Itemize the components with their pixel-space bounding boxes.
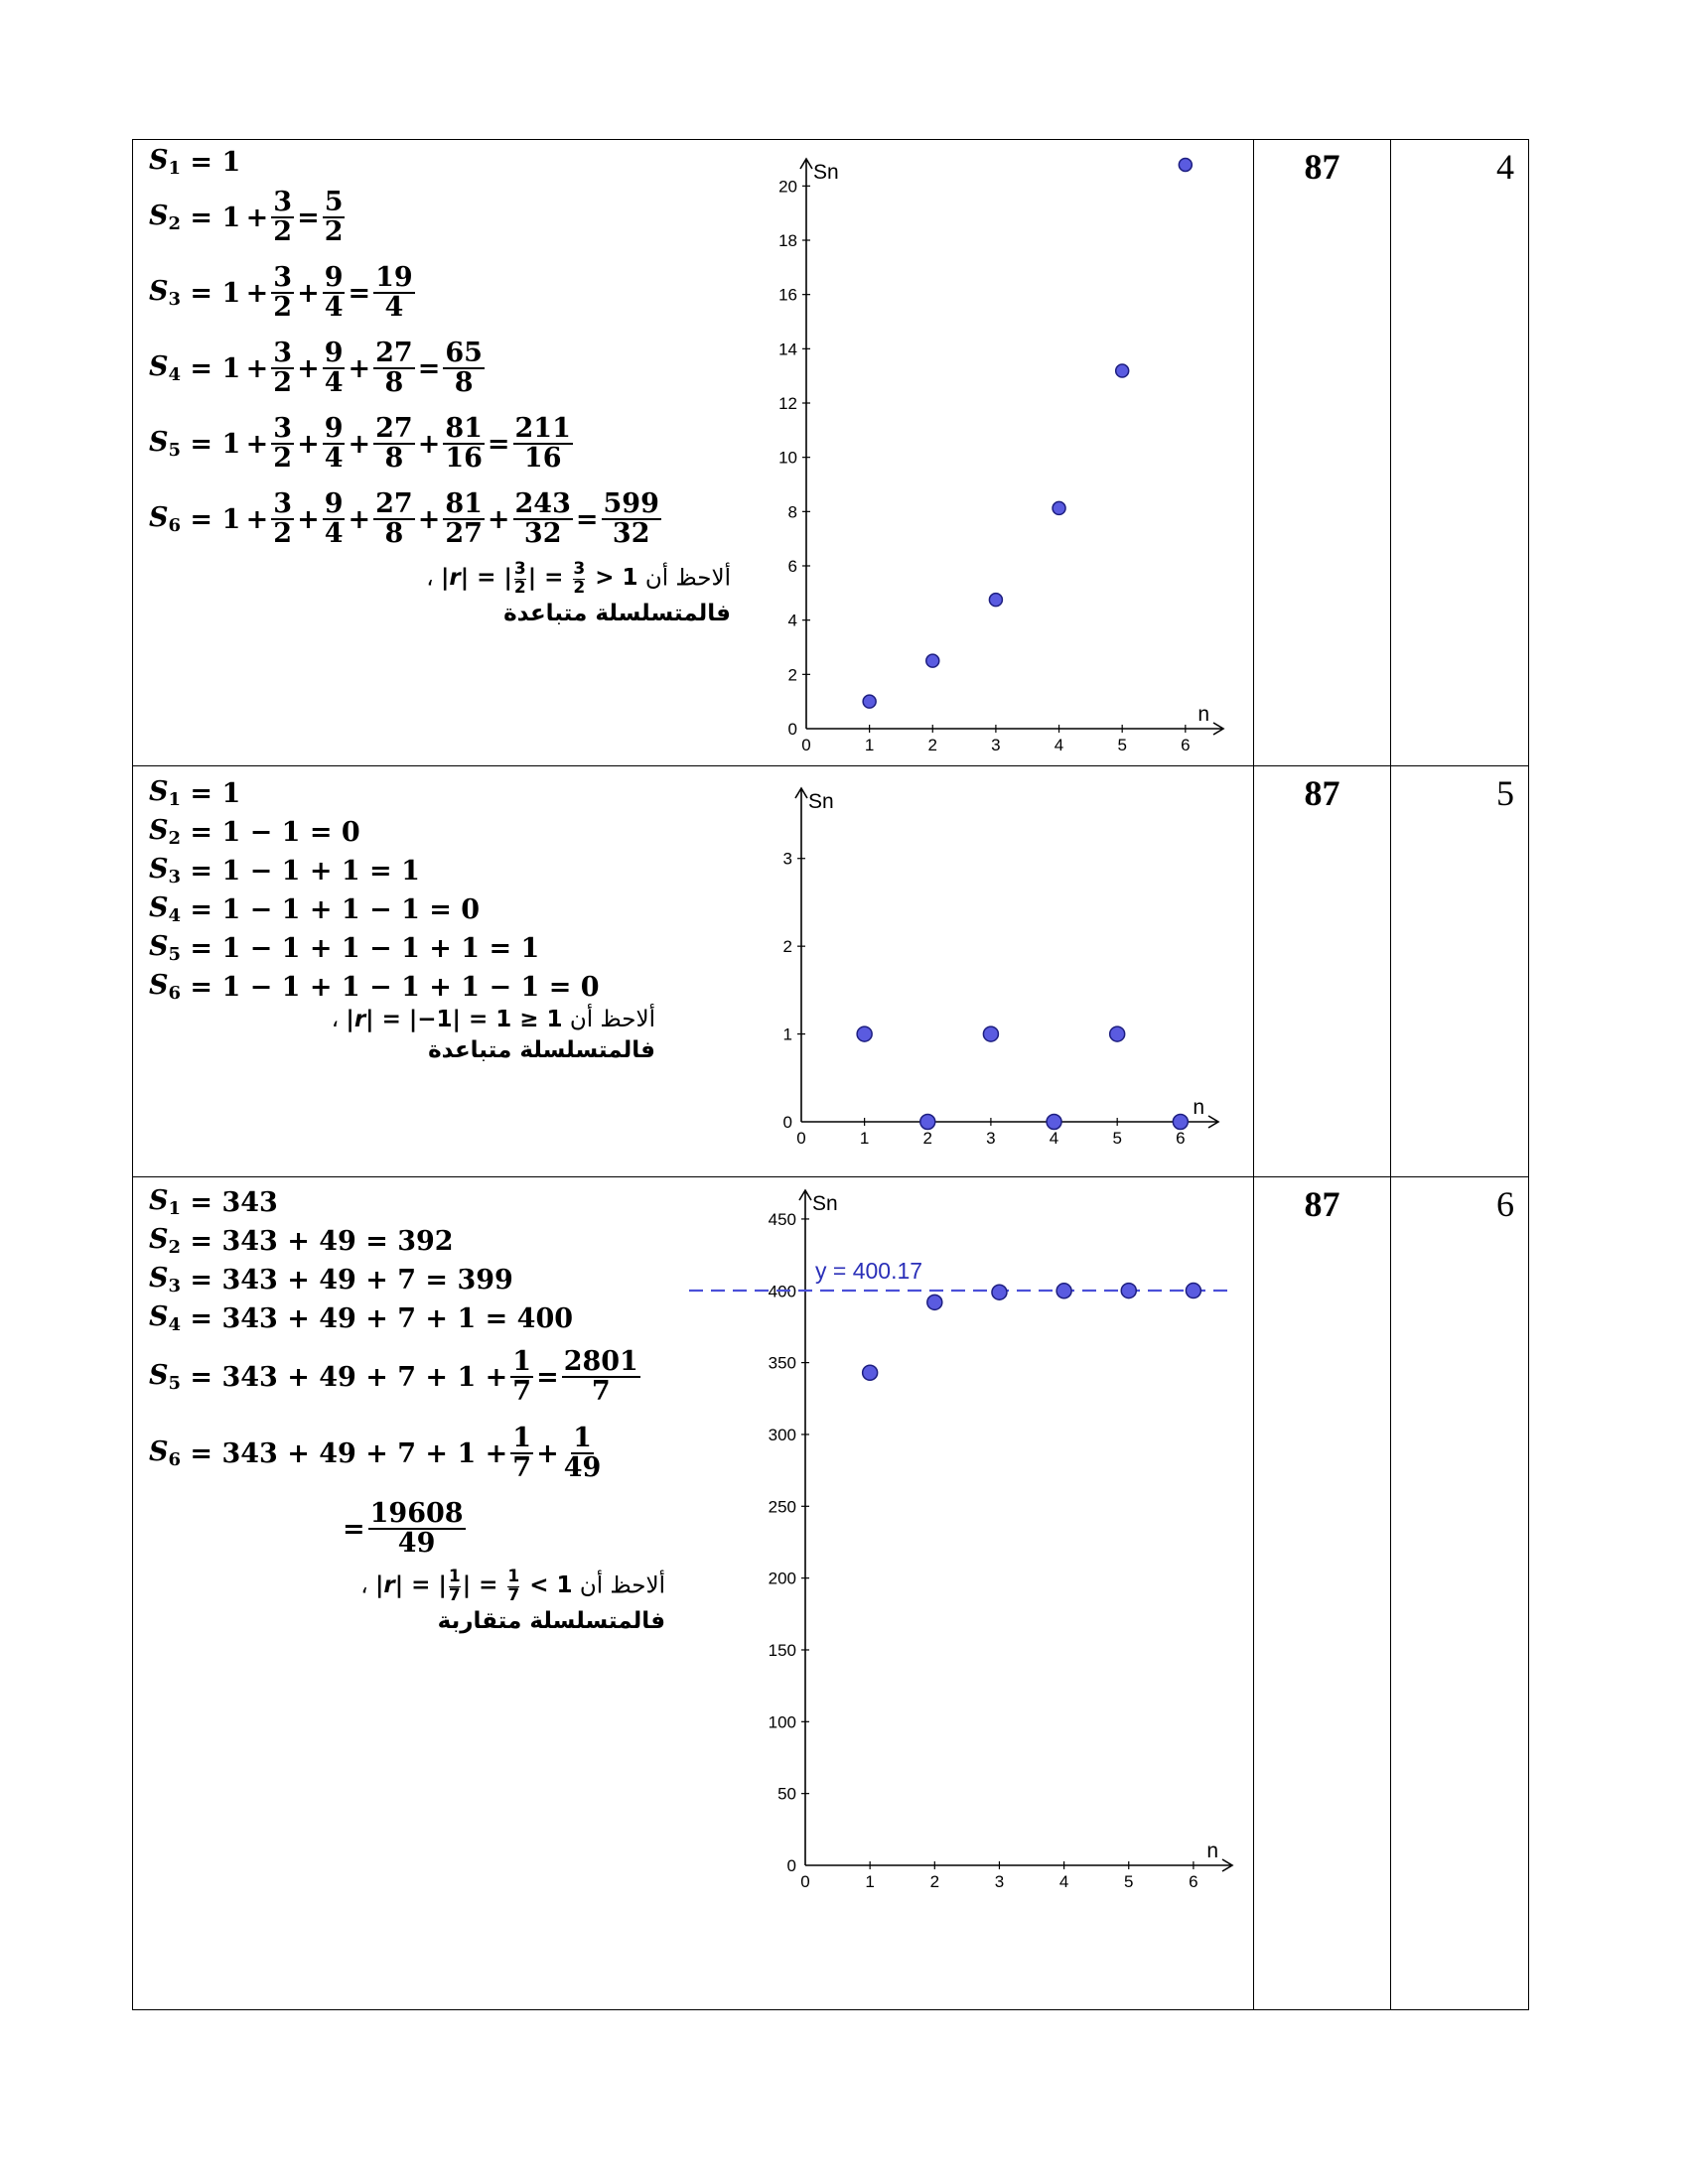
data-point — [920, 1115, 935, 1130]
x-axis-label: n — [1197, 703, 1209, 726]
data-point — [1116, 364, 1129, 377]
x-tick-label: 0 — [801, 736, 811, 754]
exercise-cell — [1390, 765, 1529, 1177]
page-number: 87 — [1304, 1184, 1340, 1224]
partial-sums: $S_1$ = 1 $S_2$ = 1 + $\frac{3}{2}$ = $\frac{5}{2}$ $S_3$ = 1 + $\frac{3}{2}$ + $\frac{9}{4}$ = $\frac{19}{4}$ $S_4$ = 1 + $\frac{3}{2}$ + $\frac{9}{4}$ + $\frac{27}{8}$ = $\frac{65}{8}$ $S_5$ = 1 + $\frac{3}{2}$ + $\frac{9}{4}$ + $\frac{27}{8}$ + $\frac{81}{16}$ = $\frac{211}{16}$ $S_6$ = 1 + $\frac{3}{2}$ + $\frac{9}{4}$ + $\frac{27}{8}$ + $\frac{81}{27}$ + $\frac{243}{32}$ = $\frac{599}{32}$ ألاحظ أن |r| = | $\frac{3}{2}$ | = $\frac{3}{2}$ > 1 ، فالمتسلسلة متباعدة — [149, 144, 731, 626]
x-tick-label: 2 — [929, 1872, 940, 1891]
x-tick-label: 1 — [864, 736, 875, 754]
data-point — [926, 654, 939, 667]
data-point — [1047, 1115, 1061, 1130]
y-tick-label: 18 — [778, 231, 797, 250]
solution-cell — [132, 139, 1254, 766]
y-tick-label: 14 — [778, 340, 797, 359]
x-tick-label: 3 — [991, 736, 1001, 754]
x-axis-label: n — [1206, 1840, 1218, 1862]
asymptote-label: y = 400.17 — [815, 1258, 923, 1285]
y-tick-label: 400 — [768, 1282, 796, 1301]
solution-cell — [132, 1176, 1254, 2010]
table-row — [132, 765, 1529, 1177]
x-tick-label: 6 — [1189, 1872, 1198, 1891]
y-tick-label: 350 — [768, 1353, 796, 1373]
y-tick-label: 200 — [768, 1569, 796, 1588]
exercise-number: 6 — [1496, 1184, 1514, 1224]
data-point — [1179, 158, 1192, 171]
y-axis-label: Sn — [808, 790, 834, 813]
y-tick-label: 100 — [768, 1712, 796, 1732]
y-tick-label: 0 — [786, 1856, 796, 1875]
exercise-number: 4 — [1496, 147, 1514, 187]
page-number: 87 — [1304, 147, 1340, 187]
exercise-cell — [1390, 139, 1529, 766]
y-tick-label: 6 — [787, 557, 797, 576]
y-tick-label: 1 — [782, 1024, 792, 1044]
data-point — [1053, 501, 1065, 514]
y-tick-label: 2 — [787, 665, 797, 685]
x-tick-label: 4 — [1049, 1129, 1059, 1148]
data-point — [1173, 1115, 1188, 1130]
x-tick-label: 5 — [1112, 1129, 1122, 1148]
x-tick-label: 1 — [859, 1129, 870, 1148]
x-tick-label: 3 — [986, 1129, 996, 1148]
note-line: ألاحظ أن |r| = | $\frac{1}{7}$ | = $\frac{1}{7}$ < 1 ، — [360, 1567, 665, 1605]
data-point — [863, 1365, 878, 1380]
x-tick-label: 5 — [1117, 736, 1127, 754]
y-axis-label: Sn — [813, 161, 839, 184]
data-point — [1121, 1284, 1136, 1298]
y-tick-label: 2 — [782, 937, 792, 957]
x-tick-label: 4 — [1058, 1872, 1069, 1891]
table-row — [132, 1176, 1529, 2010]
x-tick-label: 5 — [1124, 1872, 1134, 1891]
solution-cell — [132, 765, 1254, 1177]
y-tick-label: 300 — [768, 1425, 796, 1444]
data-point — [983, 1026, 998, 1041]
x-tick-label: 2 — [927, 736, 938, 754]
data-point — [857, 1026, 872, 1041]
conclusion: فالمتسلسلة متقاربة — [437, 1607, 665, 1634]
partial-sums: $S_1$ = 343 $S_2$ = 343 + 49 = 392 $S_3$ = 343 + 49 + 7 = 399 $S_4$ = 343 + 49 + 7 + 1 = 400 $S_5$ = 343 + 49 + 7 + 1 + $\frac{1}{7}$ = $\frac{2801}{7}$ $S_6$ = 343 + 49 + 7 + 1 + $\frac{1}{7}$ + $\frac{1}{49}$ = $\frac{19608}{49}$ ألاحظ أن |r| = | $\frac{1}{7}$ | = $\frac{1}{7}$ < 1 ، فالمتسلسلة متقاربة — [149, 1185, 665, 1634]
page-number: 87 — [1304, 773, 1340, 813]
y-tick-label: 150 — [768, 1640, 796, 1660]
data-point — [1056, 1284, 1071, 1298]
y-tick-label: 0 — [782, 1113, 792, 1132]
y-axis-label: Sn — [812, 1192, 838, 1215]
y-tick-label: 450 — [768, 1209, 796, 1229]
x-tick-label: 3 — [994, 1872, 1005, 1891]
x-axis-label: n — [1193, 1096, 1204, 1119]
y-tick-label: 250 — [768, 1497, 796, 1517]
y-tick-label: 3 — [782, 849, 792, 869]
y-tick-label: 8 — [787, 502, 797, 522]
y-tick-label: 50 — [777, 1784, 796, 1804]
page-cell — [1253, 1176, 1391, 2010]
y-tick-label: 0 — [787, 720, 797, 739]
scatter-chart-row-3 — [689, 1177, 1245, 1892]
data-point — [1186, 1284, 1200, 1298]
exercise-cell — [1390, 1176, 1529, 2010]
conclusion: فالمتسلسلة متباعدة — [503, 600, 731, 626]
note-line: ألاحظ أن |r| = | $\frac{3}{2}$ | = $\frac{3}{2}$ > 1 ، — [426, 559, 731, 598]
exercise-number: 5 — [1496, 773, 1514, 813]
conclusion: فالمتسلسلة متباعدة — [428, 1037, 655, 1063]
y-tick-label: 12 — [778, 394, 797, 413]
table-row — [132, 139, 1529, 766]
y-tick-label: 10 — [778, 448, 797, 468]
x-tick-label: 1 — [865, 1872, 875, 1891]
partial-sums: $S_1$ = 1 $S_2$ = 1 − 1 = 0 $S_3$ = 1 − 1 + 1 = 1 $S_4$ = 1 − 1 + 1 − 1 = 0 $S_5$ = 1 − 1 + 1 − 1 + 1 = 1 $S_6$ = 1 − 1 + 1 − 1 + 1 − 1 = 0 ألاحظ أن |r| = |−1| = 1 ≥ 1 ، فالمتسلسلة متباعدة — [149, 776, 655, 1063]
x-tick-label: 6 — [1176, 1129, 1186, 1148]
data-point — [927, 1295, 942, 1309]
data-point — [992, 1285, 1007, 1299]
data-point — [863, 695, 876, 708]
x-tick-label: 2 — [922, 1129, 933, 1148]
x-tick-label: 4 — [1054, 736, 1064, 754]
y-tick-label: 4 — [787, 611, 797, 630]
solutions-table — [132, 139, 1529, 2010]
page-cell — [1253, 765, 1391, 1177]
y-tick-label: 16 — [778, 285, 797, 305]
data-point — [1110, 1026, 1125, 1041]
scatter-chart-row-2 — [699, 766, 1235, 1177]
data-point — [989, 594, 1002, 607]
note-line: ألاحظ أن |r| = |−1| = 1 ≥ 1 ، — [331, 1007, 655, 1032]
page-cell — [1253, 139, 1391, 766]
x-tick-label: 0 — [796, 1129, 806, 1148]
x-tick-label: 0 — [800, 1872, 810, 1891]
scatter-chart-row-1 — [759, 140, 1235, 765]
x-tick-label: 6 — [1181, 736, 1191, 754]
y-tick-label: 20 — [778, 177, 797, 197]
